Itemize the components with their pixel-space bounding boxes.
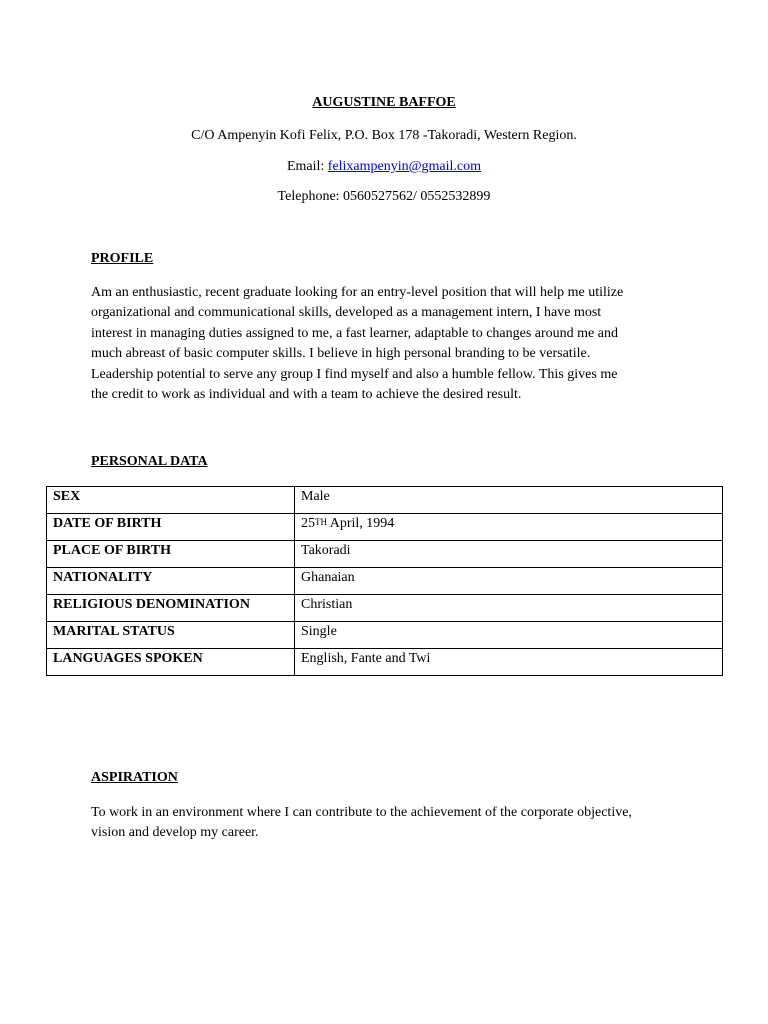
- email-line: [0, 158, 768, 176]
- postal-address: C/O Ampenyin Kofi Felix, P.O. Box 178 -Takoradi, Western Region.: [191, 128, 577, 143]
- dob-ordinal: TH: [315, 517, 327, 527]
- profile-line: Leadership potential to serve any group I find myself and also a humble fellow. This gives me: [91, 366, 618, 382]
- email-label: Email:: [286, 159, 328, 174]
- table-row: [47, 568, 723, 595]
- table-row: [47, 487, 723, 514]
- row-label-place-of-birth: PLACE OF BIRTH: [47, 541, 295, 568]
- row-label-languages-spoken: LANGUAGES SPOKEN: [47, 649, 295, 676]
- profile-line: interest in managing duties assigned to me, a fast learner, adaptable to changes around me and: [91, 325, 618, 341]
- applicant-name: AUGUSTINE BAFFOE: [312, 95, 456, 110]
- aspiration-heading: ASPIRATION: [91, 770, 178, 785]
- aspiration-line: To work in an environment where I can contribute to the achievement of the corporate objective,: [91, 805, 632, 820]
- row-value-place-of-birth: Takoradi: [295, 541, 723, 568]
- profile-line: much abreast of basic computer skills. I believe in high personal branding to be versatile.: [91, 346, 591, 362]
- aspiration-line: vision and develop my career.: [91, 825, 259, 841]
- table-row: [47, 541, 723, 568]
- personal-data-table: [46, 486, 723, 676]
- email-link[interactable]: felixampenyin@gmail.com: [327, 159, 482, 174]
- aspiration-paragraph: [91, 803, 691, 844]
- table-row: [47, 622, 723, 649]
- profile-heading: PROFILE: [91, 251, 154, 266]
- row-value-languages-spoken: English, Fante and Twi: [295, 649, 723, 676]
- profile-line: Am an enthusiastic, recent graduate looking for an entry-level position that will help me utilize: [91, 285, 624, 300]
- row-label-nationality: NATIONALITY: [47, 568, 295, 595]
- row-value-religious-denomination: Christian: [295, 595, 723, 622]
- table-row: [47, 514, 723, 541]
- dob-day: 25: [301, 516, 315, 531]
- row-value-sex: Male: [295, 487, 723, 514]
- profile-line: the credit to work as individual and with a team to achieve the desired result.: [91, 387, 522, 403]
- personal-data-heading: PERSONAL DATA: [91, 454, 208, 469]
- profile-paragraph: [91, 283, 691, 405]
- row-label-sex: SEX: [47, 487, 295, 514]
- profile-line: organizational and communicational skills, developed as a management intern, I have most: [91, 305, 602, 321]
- row-label-marital-status: MARITAL STATUS: [47, 622, 295, 649]
- row-value-nationality: Ghanaian: [295, 568, 723, 595]
- table-row: [47, 595, 723, 622]
- telephone-line: Telephone: 0560527562/ 0552532899: [277, 189, 491, 204]
- row-label-religious-denomination: RELIGIOUS DENOMINATION: [47, 595, 295, 622]
- row-value-date-of-birth: [295, 514, 723, 541]
- table-row: [47, 649, 723, 676]
- row-value-marital-status: Single: [295, 622, 723, 649]
- row-label-date-of-birth: DATE OF BIRTH: [47, 514, 295, 541]
- dob-month-year: April, 1994: [327, 516, 395, 531]
